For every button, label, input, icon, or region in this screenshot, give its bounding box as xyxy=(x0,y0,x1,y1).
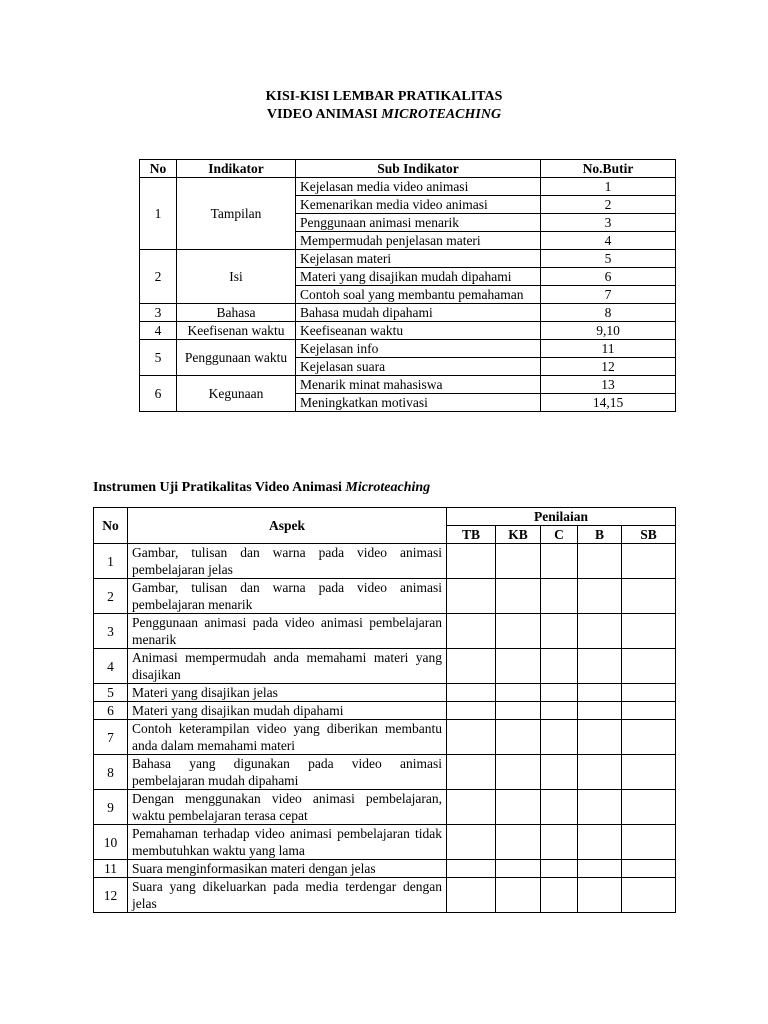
rating-cell[interactable] xyxy=(496,755,541,790)
rating-cell[interactable] xyxy=(496,720,541,755)
rating-cell[interactable] xyxy=(578,579,622,614)
rating-cell[interactable] xyxy=(447,649,496,684)
rating-cell[interactable] xyxy=(447,702,496,720)
butir-cell: 4 xyxy=(541,232,676,250)
table-row xyxy=(94,878,676,913)
aspek-cell: Materi yang disajikan jelas xyxy=(128,684,447,702)
rating-cell[interactable] xyxy=(447,790,496,825)
sub-indikator-cell: Kemenarikan media video animasi xyxy=(296,196,541,214)
rating-cell[interactable] xyxy=(578,544,622,579)
butir-cell: 7 xyxy=(541,286,676,304)
aspek-cell: Gambar, tulisan dan warna pada video animasi pembelajaran menarik xyxy=(128,579,447,614)
rating-cell[interactable] xyxy=(447,860,496,878)
table-row xyxy=(94,544,676,579)
row-number: 3 xyxy=(94,614,128,649)
table-row xyxy=(94,860,676,878)
rating-cell[interactable] xyxy=(496,614,541,649)
table-row xyxy=(94,825,676,860)
rating-cell[interactable] xyxy=(578,860,622,878)
aspek-cell: Penggunaan animasi pada video animasi pembelajaran menarik xyxy=(128,614,447,649)
butir-cell: 5 xyxy=(541,250,676,268)
rating-cell[interactable] xyxy=(496,649,541,684)
aspek-cell: Suara yang dikeluarkan pada media terdengar dengan jelas xyxy=(128,878,447,913)
rating-cell[interactable] xyxy=(622,649,676,684)
sub-indikator-cell: Meningkatkan motivasi xyxy=(296,394,541,412)
column-header: Indikator xyxy=(177,160,296,178)
rating-cell[interactable] xyxy=(447,684,496,702)
scale-header: TB xyxy=(447,526,496,544)
group-number: 1 xyxy=(140,178,177,250)
rating-cell[interactable] xyxy=(622,579,676,614)
butir-cell: 12 xyxy=(541,358,676,376)
sub-indikator-cell: Contoh soal yang membantu pemahaman xyxy=(296,286,541,304)
sub-indikator-cell: Kejelasan info xyxy=(296,340,541,358)
butir-cell: 2 xyxy=(541,196,676,214)
rating-cell[interactable] xyxy=(622,878,676,913)
aspek-cell: Animasi mempermudah anda memahami materi yang disajikan xyxy=(128,649,447,684)
scale-header: B xyxy=(578,526,622,544)
aspek-cell: Materi yang disajikan mudah dipahami xyxy=(128,702,447,720)
rating-cell[interactable] xyxy=(541,720,578,755)
rating-cell[interactable] xyxy=(447,614,496,649)
rating-cell[interactable] xyxy=(496,860,541,878)
rating-cell[interactable] xyxy=(496,544,541,579)
indikator-cell: Isi xyxy=(177,250,296,304)
rating-cell[interactable] xyxy=(578,702,622,720)
sub-indikator-cell: Keefiseanan waktu xyxy=(296,322,541,340)
table-row xyxy=(94,790,676,825)
table-row xyxy=(140,304,676,322)
rating-cell[interactable] xyxy=(578,825,622,860)
sub-indikator-cell: Materi yang disajikan mudah dipahami xyxy=(296,268,541,286)
rating-cell[interactable] xyxy=(496,878,541,913)
row-number: 11 xyxy=(94,860,128,878)
rating-cell[interactable] xyxy=(578,649,622,684)
rating-cell[interactable] xyxy=(578,720,622,755)
butir-cell: 1 xyxy=(541,178,676,196)
document-title-line-2 xyxy=(0,106,768,124)
rating-cell[interactable] xyxy=(578,755,622,790)
group-number: 6 xyxy=(140,376,177,412)
group-number: 3 xyxy=(140,304,177,322)
table-row xyxy=(140,322,676,340)
table-row xyxy=(140,178,676,196)
indikator-cell: Bahasa xyxy=(177,304,296,322)
table-row xyxy=(94,720,676,755)
rating-cell[interactable] xyxy=(578,684,622,702)
instrumen-table xyxy=(93,507,676,913)
rating-cell[interactable] xyxy=(447,579,496,614)
rating-cell[interactable] xyxy=(541,684,578,702)
butir-cell: 3 xyxy=(541,214,676,232)
indikator-cell: Kegunaan xyxy=(177,376,296,412)
butir-cell: 13 xyxy=(541,376,676,394)
row-number: 4 xyxy=(94,649,128,684)
rating-cell[interactable] xyxy=(541,860,578,878)
aspek-cell: Gambar, tulisan dan warna pada video animasi pembelajaran jelas xyxy=(128,544,447,579)
butir-cell: 14,15 xyxy=(541,394,676,412)
column-header: Sub Indikator xyxy=(296,160,541,178)
rating-cell[interactable] xyxy=(622,702,676,720)
rating-cell[interactable] xyxy=(578,878,622,913)
group-number: 5 xyxy=(140,340,177,376)
row-number: 7 xyxy=(94,720,128,755)
rating-cell[interactable] xyxy=(541,755,578,790)
header-row xyxy=(140,160,676,178)
rating-cell[interactable] xyxy=(622,825,676,860)
butir-cell: 9,10 xyxy=(541,322,676,340)
rating-cell[interactable] xyxy=(496,825,541,860)
kisi-kisi-table xyxy=(139,159,676,412)
no-header: No xyxy=(94,508,128,544)
row-number: 9 xyxy=(94,790,128,825)
rating-cell[interactable] xyxy=(622,860,676,878)
rating-cell[interactable] xyxy=(578,614,622,649)
rating-cell[interactable] xyxy=(447,544,496,579)
rating-cell[interactable] xyxy=(447,720,496,755)
aspek-cell: Dengan menggunakan video animasi pembelajaran, waktu pembelajaran terasa cepat xyxy=(128,790,447,825)
rating-cell[interactable] xyxy=(541,790,578,825)
section-heading xyxy=(93,480,430,496)
rating-cell[interactable] xyxy=(541,649,578,684)
table-row xyxy=(140,376,676,394)
rating-cell[interactable] xyxy=(622,614,676,649)
scale-header: SB xyxy=(622,526,676,544)
row-number: 10 xyxy=(94,825,128,860)
rating-cell[interactable] xyxy=(496,579,541,614)
rating-cell[interactable] xyxy=(578,790,622,825)
rating-cell[interactable] xyxy=(496,790,541,825)
row-number: 12 xyxy=(94,878,128,913)
rating-cell[interactable] xyxy=(541,825,578,860)
document-title-line-1: KISI-KISI LEMBAR PRATIKALITAS xyxy=(265,89,503,104)
sub-indikator-cell: Penggunaan animasi menarik xyxy=(296,214,541,232)
rating-cell[interactable] xyxy=(541,579,578,614)
aspek-cell: Pemahaman terhadap video animasi pembelajaran tidak membutuhkan waktu yang lama xyxy=(128,825,447,860)
butir-cell: 6 xyxy=(541,268,676,286)
butir-cell: 11 xyxy=(541,340,676,358)
table-row xyxy=(94,614,676,649)
rating-cell[interactable] xyxy=(541,702,578,720)
rating-cell[interactable] xyxy=(541,614,578,649)
aspek-cell: Suara menginformasikan materi dengan jelas xyxy=(128,860,447,878)
section-heading-plain: Instrumen Uji Pratikalitas Video Animasi xyxy=(93,480,346,495)
rating-cell[interactable] xyxy=(622,684,676,702)
sub-indikator-cell: Mempermudah penjelasan materi xyxy=(296,232,541,250)
indikator-cell: Tampilan xyxy=(177,178,296,250)
rating-cell[interactable] xyxy=(447,755,496,790)
sub-indikator-cell: Kejelasan media video animasi xyxy=(296,178,541,196)
indikator-cell: Keefisenan waktu xyxy=(177,322,296,340)
sub-indikator-cell: Menarik minat mahasiswa xyxy=(296,376,541,394)
table-row xyxy=(94,684,676,702)
group-number: 4 xyxy=(140,322,177,340)
row-number: 5 xyxy=(94,684,128,702)
aspek-cell: Bahasa yang digunakan pada video animasi pembelajaran mudah dipahami xyxy=(128,755,447,790)
sub-indikator-cell: Kejelasan suara xyxy=(296,358,541,376)
column-header: No xyxy=(140,160,177,178)
rating-cell[interactable] xyxy=(496,684,541,702)
table-row xyxy=(94,579,676,614)
table-row xyxy=(94,649,676,684)
rating-cell[interactable] xyxy=(496,702,541,720)
sub-indikator-cell: Kejelasan materi xyxy=(296,250,541,268)
rating-cell[interactable] xyxy=(622,720,676,755)
rating-cell[interactable] xyxy=(622,755,676,790)
sub-indikator-cell: Bahasa mudah dipahami xyxy=(296,304,541,322)
header-row xyxy=(94,508,676,526)
rating-cell[interactable] xyxy=(622,544,676,579)
scale-header: C xyxy=(541,526,578,544)
table-row xyxy=(140,340,676,358)
group-number: 2 xyxy=(140,250,177,304)
title-italic: MICROTEACHING xyxy=(381,107,502,122)
butir-cell: 8 xyxy=(541,304,676,322)
title-plain: VIDEO ANIMASI xyxy=(266,107,382,122)
rating-cell[interactable] xyxy=(622,790,676,825)
aspek-cell: Contoh keterampilan video yang diberikan membantu anda dalam memahami materi xyxy=(128,720,447,755)
aspek-header: Aspek xyxy=(128,508,447,544)
row-number: 1 xyxy=(94,544,128,579)
rating-cell[interactable] xyxy=(447,878,496,913)
table-row xyxy=(94,702,676,720)
section-heading-italic: Microteaching xyxy=(345,480,431,495)
table-row xyxy=(140,250,676,268)
scale-header: KB xyxy=(496,526,541,544)
row-number: 8 xyxy=(94,755,128,790)
penilaian-header: Penilaian xyxy=(447,508,676,526)
column-header: No.Butir xyxy=(541,160,676,178)
rating-cell[interactable] xyxy=(447,825,496,860)
indikator-cell: Penggunaan waktu xyxy=(177,340,296,376)
rating-cell[interactable] xyxy=(541,544,578,579)
table-row xyxy=(94,755,676,790)
row-number: 6 xyxy=(94,702,128,720)
row-number: 2 xyxy=(94,579,128,614)
rating-cell[interactable] xyxy=(541,878,578,913)
